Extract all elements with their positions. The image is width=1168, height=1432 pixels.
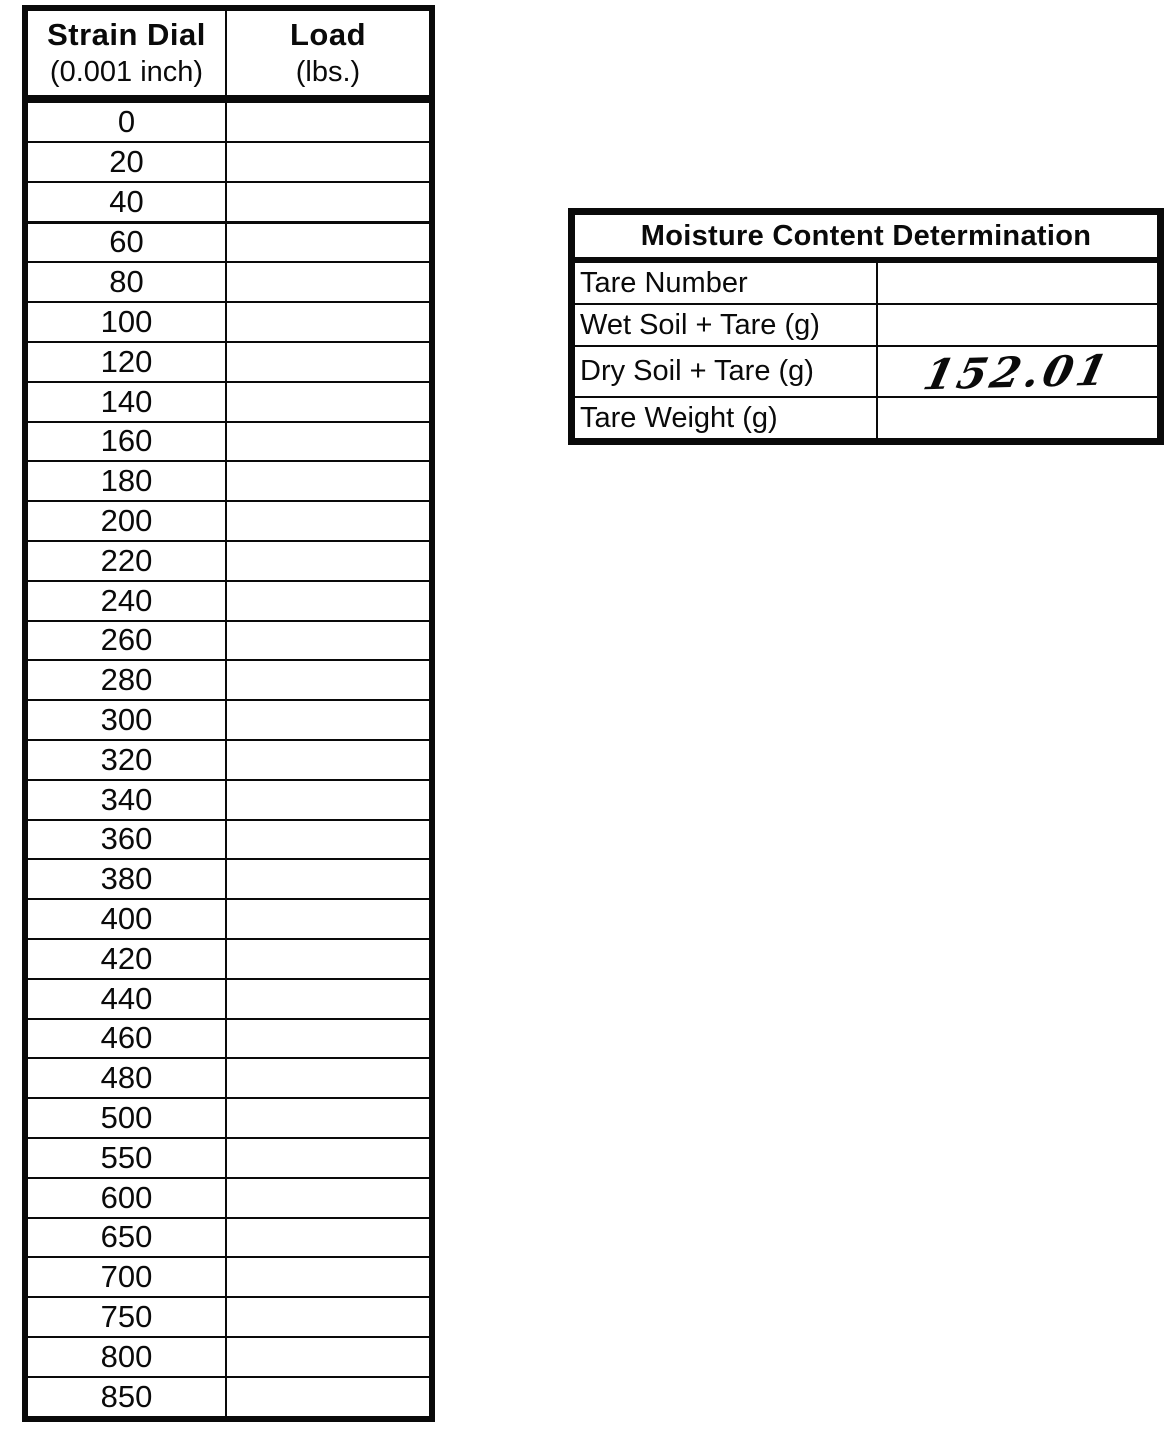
moisture-row <box>572 304 1161 346</box>
strain-dial-cell: 240 <box>25 581 226 621</box>
strain-dial-cell: 180 <box>25 461 226 501</box>
table-row <box>25 1178 432 1218</box>
strain-dial-cell: 850 <box>25 1377 226 1419</box>
load-header-units: (lbs.) <box>295 56 361 88</box>
strain-dial-cell: 440 <box>25 979 226 1019</box>
load-cell <box>226 660 432 700</box>
table-row <box>25 700 432 740</box>
table-row <box>25 262 432 302</box>
load-cell <box>226 302 432 342</box>
load-cell <box>226 581 432 621</box>
load-cell <box>226 1098 432 1138</box>
load-header-title: Load <box>289 17 367 52</box>
table-row <box>25 1019 432 1059</box>
strain-dial-cell: 380 <box>25 859 226 899</box>
table-row <box>25 581 432 621</box>
strain-dial-cell: 480 <box>25 1058 226 1098</box>
table-row <box>25 382 432 422</box>
strain-dial-cell: 220 <box>25 541 226 581</box>
table-row <box>25 1377 432 1419</box>
load-cell <box>226 1297 432 1337</box>
strain-dial-cell: 360 <box>25 820 226 860</box>
load-cell <box>226 621 432 661</box>
load-cell <box>226 142 432 182</box>
load-cell <box>226 1058 432 1098</box>
strain-dial-cell: 280 <box>25 660 226 700</box>
load-cell <box>226 222 432 262</box>
strain-dial-cell: 340 <box>25 780 226 820</box>
moisture-row <box>572 346 1161 397</box>
moisture-row <box>572 260 1161 304</box>
strain-dial-cell: 400 <box>25 899 226 939</box>
moisture-table <box>568 208 1164 445</box>
load-cell <box>226 501 432 541</box>
strain-dial-cell: 0 <box>25 99 226 142</box>
strain-dial-cell: 60 <box>25 222 226 262</box>
strain-dial-cell: 600 <box>25 1178 226 1218</box>
moisture-label: Tare Weight (g) <box>572 397 877 442</box>
load-cell <box>226 700 432 740</box>
load-cell <box>226 262 432 302</box>
strain-dial-cell: 300 <box>25 700 226 740</box>
table-row <box>25 820 432 860</box>
load-cell <box>226 820 432 860</box>
moisture-label: Wet Soil + Tare (g) <box>572 304 877 346</box>
strain-dial-cell: 420 <box>25 939 226 979</box>
moisture-label: Dry Soil + Tare (g) <box>572 346 877 397</box>
moisture-value <box>877 304 1161 346</box>
load-cell <box>226 182 432 222</box>
strain-dial-cell: 40 <box>25 182 226 222</box>
table-row <box>25 740 432 780</box>
strain-dial-cell: 800 <box>25 1337 226 1377</box>
load-cell <box>226 342 432 382</box>
load-cell <box>226 780 432 820</box>
moisture-table-title: Moisture Content Determination <box>572 212 1161 261</box>
load-cell <box>226 979 432 1019</box>
handwritten-value: 152.01 <box>918 345 1116 400</box>
table-row <box>25 422 432 462</box>
load-cell <box>226 382 432 422</box>
table-row <box>25 780 432 820</box>
load-cell <box>226 899 432 939</box>
table-row <box>25 1218 432 1258</box>
table-row <box>25 899 432 939</box>
table-row <box>25 660 432 700</box>
load-cell <box>226 1138 432 1178</box>
table-row <box>25 1257 432 1297</box>
strain-load-table <box>22 5 435 1422</box>
table-row <box>25 979 432 1019</box>
strain-dial-cell: 320 <box>25 740 226 780</box>
table-row <box>25 501 432 541</box>
strain-dial-cell: 20 <box>25 142 226 182</box>
table-row <box>25 541 432 581</box>
load-cell <box>226 1337 432 1377</box>
load-cell <box>226 1218 432 1258</box>
load-cell <box>226 541 432 581</box>
strain-dial-cell: 460 <box>25 1019 226 1059</box>
table-row <box>25 1297 432 1337</box>
table-row <box>25 342 432 382</box>
strain-dial-cell: 500 <box>25 1098 226 1138</box>
table-row <box>25 302 432 342</box>
table-row <box>25 182 432 222</box>
strain-dial-cell: 80 <box>25 262 226 302</box>
strain-table-header-row <box>25 8 432 99</box>
strain-table-body <box>25 99 432 1419</box>
strain-dial-cell: 260 <box>25 621 226 661</box>
table-row <box>25 1058 432 1098</box>
table-row <box>25 142 432 182</box>
strain-dial-cell: 100 <box>25 302 226 342</box>
strain-dial-cell: 140 <box>25 382 226 422</box>
strain-dial-header <box>25 8 226 99</box>
load-cell <box>226 1178 432 1218</box>
load-cell <box>226 422 432 462</box>
load-cell <box>226 859 432 899</box>
strain-dial-cell: 700 <box>25 1257 226 1297</box>
moisture-label: Tare Number <box>572 260 877 304</box>
moisture-value <box>877 397 1161 442</box>
load-header <box>226 8 432 99</box>
moisture-value <box>877 260 1161 304</box>
load-cell <box>226 1377 432 1419</box>
load-cell <box>226 1257 432 1297</box>
load-cell <box>226 1019 432 1059</box>
table-row <box>25 222 432 262</box>
strain-dial-cell: 200 <box>25 501 226 541</box>
moisture-table-header-row <box>572 212 1161 261</box>
moisture-row <box>572 397 1161 442</box>
table-row <box>25 1337 432 1377</box>
moisture-table-body <box>572 260 1161 442</box>
load-cell <box>226 740 432 780</box>
table-row <box>25 621 432 661</box>
strain-dial-header-title: Strain Dial <box>47 17 206 52</box>
load-cell <box>226 461 432 501</box>
table-row <box>25 1098 432 1138</box>
table-row <box>25 939 432 979</box>
strain-dial-cell: 750 <box>25 1297 226 1337</box>
table-row <box>25 1138 432 1178</box>
load-cell <box>226 99 432 142</box>
load-cell <box>226 939 432 979</box>
strain-dial-cell: 120 <box>25 342 226 382</box>
table-row <box>25 99 432 142</box>
moisture-value <box>877 345 1161 400</box>
strain-dial-cell: 550 <box>25 1138 226 1178</box>
strain-dial-cell: 160 <box>25 422 226 462</box>
table-row <box>25 461 432 501</box>
strain-dial-header-units: (0.001 inch) <box>49 56 204 88</box>
table-row <box>25 859 432 899</box>
strain-dial-cell: 650 <box>25 1218 226 1258</box>
